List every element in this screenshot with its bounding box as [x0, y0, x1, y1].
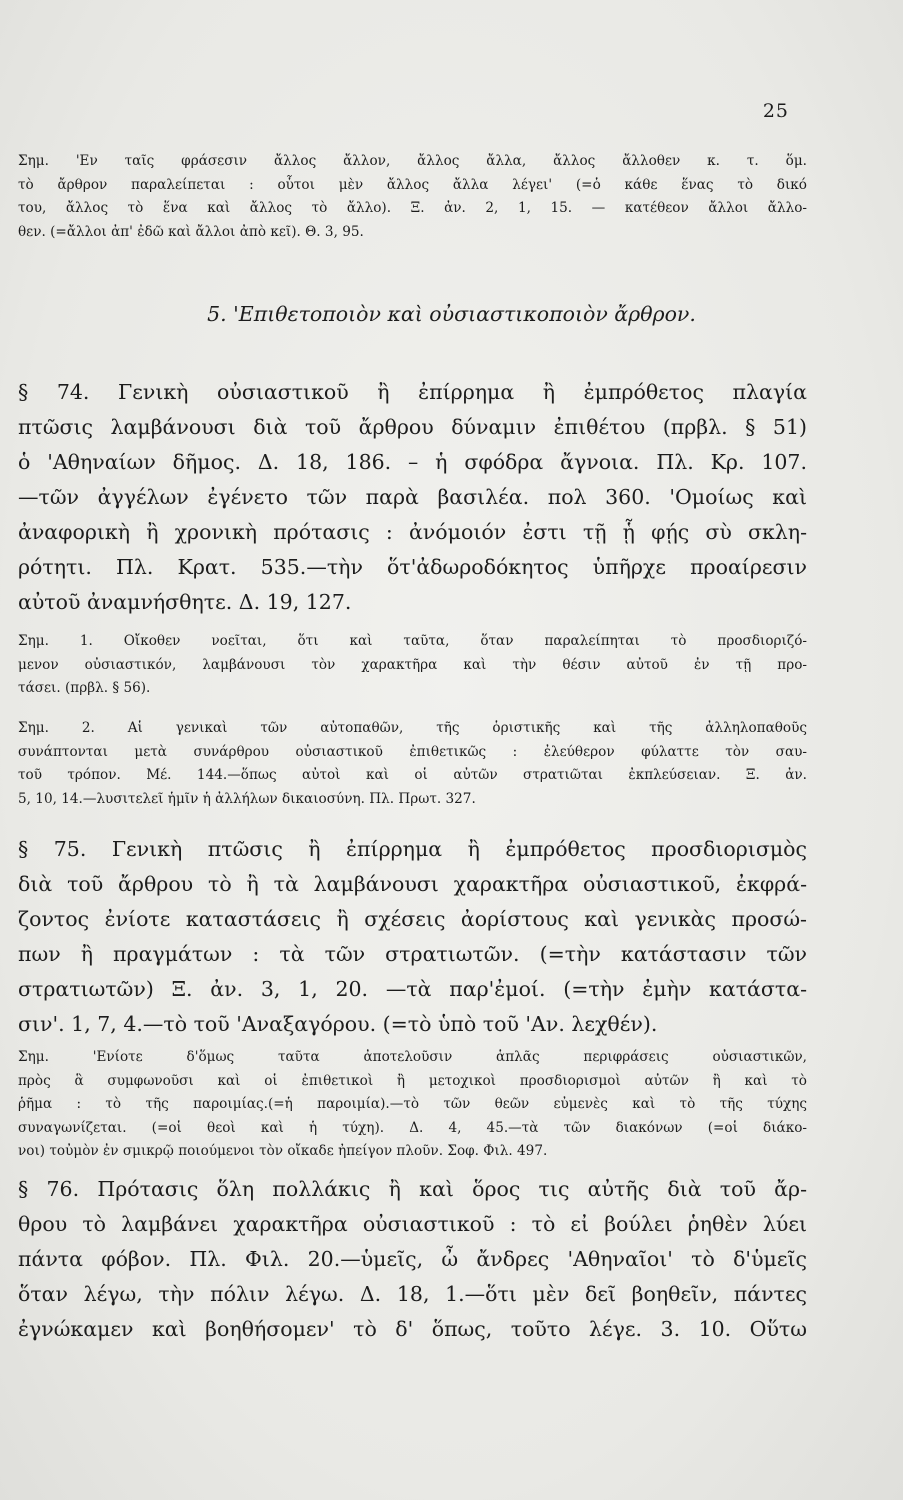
note-74-1-line: τάσει. (πρβλ. § 56). — [18, 680, 151, 696]
section-74-line: πτῶσις λαμβάνουσι διὰ τοῦ ἄρθρου δύναμιν ἐπιθέτου (πρβλ. § 51) — [18, 415, 807, 439]
note-top-line: Σημ. 'Εν ταῖς φράσεσιν ἄλλος ἄλλον, ἄλλος ἄλλα, ἄλλος ἄλλοθεν κ. τ. ὅμ. — [18, 153, 807, 169]
note-75-line: πρὸς ἃ συμφωνοῦσι καὶ οἱ ἐπιθετικοὶ ἢ μετοχικοὶ προσδιορισμοὶ αὐτῶν ἢ καὶ τὸ — [18, 1072, 807, 1089]
note-top-line: θεν. (=ἄλλοι ἀπ' ἐδῶ καὶ ἄλλοι ἀπὸ κεῖ). Θ. 3, 95. — [18, 223, 364, 240]
note-top-line: του, ἄλλος τὸ ἕνα καὶ ἄλλος τὸ ἄλλο). Ξ. ἀν. 2, 1, 15. — κατέθεον ἄλλοι ἄλλο- — [18, 200, 807, 216]
note-75 — [18, 1046, 807, 1164]
section-75 — [18, 832, 807, 1042]
note-top — [18, 150, 807, 244]
note-74-1 — [18, 630, 807, 701]
note-75-line: Σημ. 'Ενίοτε δ'ὅμως ταῦτα ἀποτελοῦσιν ἁπλᾶς περιφράσεις οὐσιαστικῶν, — [18, 1049, 807, 1065]
note-74-2-line: Σημ. 2. Αἱ γενικαὶ τῶν αὐτοπαθῶν, τῆς ὁριστικῆς καὶ τῆς ἀλληλοπαθοῦς — [18, 720, 807, 736]
note-74-2-line: 5, 10, 14.—λυσιτελεῖ ἡμῖν ἡ ἀλλήλων δικαιοσύνη. Πλ. Πρωτ. 327. — [18, 790, 476, 807]
section-74 — [18, 375, 807, 620]
section-76-line: § 76. Πρότασις ὅλη πολλάκις ἢ καὶ ὅρος τις αὐτῆς διὰ τοῦ ἄρ- — [18, 1177, 807, 1201]
section-75-line: σιν'. 1, 7, 4.—τὸ τοῦ 'Αναξαγόρου. (=τὸ ὑπὸ τοῦ 'Αν. λεχθέν). — [18, 1012, 658, 1036]
section-75-line: στρατιωτῶν) Ξ. ἀν. 3, 1, 20. —τὰ παρ'ἐμοί. (=τὴν ἐμὴν κατάστα- — [18, 977, 807, 1001]
note-74-2 — [18, 717, 807, 811]
section-74-line: ὁ 'Αθηναίων δῆμος. Δ. 18, 186. – ἡ σφόδρα ἄγνοια. Πλ. Κρ. 107. — [18, 450, 807, 474]
section-76-line: ὅταν λέγω, τὴν πόλιν λέγω. Δ. 18, 1.—ὅτι μὲν δεῖ βοηθεῖν, πάντες — [18, 1282, 807, 1306]
note-75-line: συναγωνίζεται. (=οἱ θεοὶ καὶ ἡ τύχη). Δ. 4, 45.—τὰ τῶν διακόνων (=οἱ διάκο- — [18, 1119, 807, 1136]
section-76 — [18, 1172, 807, 1347]
note-75-line: νοι) τοὐμὸν ἐν σμικρῷ ποιούμενοι τὸν οἴκαδε ἠπείγον πλοῦν. Σοφ. Φιλ. 497. — [18, 1143, 548, 1159]
section-74-line: ρότητι. Πλ. Κρατ. 535.—τὴν ὅτ'ἀδωροδόκητος ὑπῆρχε προαίρεσιν — [18, 555, 807, 579]
section-74-line: § 74. Γενικὴ οὐσιαστικοῦ ἢ ἐπίρρημα ἢ ἐμπρόθετος πλαγία — [18, 380, 807, 404]
note-74-1-line: μενον οὐσιαστικόν, λαμβάνουσι τὸν χαρακτῆρα καὶ τὴν θέσιν αὐτοῦ ἐν τῇ προ- — [18, 656, 807, 673]
section-74-line: αὐτοῦ ἀναμνήσθητε. Δ. 19, 127. — [18, 590, 352, 614]
section-76-line: θρου τὸ λαμβάνει χαρακτῆρα οὐσιαστικοῦ : τὸ εἰ βούλει ῥηθὲν λύει — [18, 1212, 807, 1236]
section-75-line: διὰ τοῦ ἄρθρου τὸ ἢ τὰ λαμβάνουσι χαρακτῆρα οὐσιαστικοῦ, ἐκφρά- — [18, 872, 807, 896]
section-heading: 5. 'Επιθετοποιὸν καὶ οὐσιαστικοποιὸν ἄρθρον. — [207, 302, 696, 326]
section-75-line: πων ἢ πραγμάτων : τὰ τῶν στρατιωτῶν. (=τὴν κατάστασιν τῶν — [18, 942, 807, 966]
note-75-line: ῥῆμα : τὸ τῆς παροιμίας.(=ἡ παροιμία).—τὸ τῶν θεῶν εὐμενὲς καὶ τὸ τῆς τύχης — [18, 1096, 807, 1112]
section-76-line: ἐγνώκαμεν καὶ βοηθήσομεν' τὸ δ' ὅπως, τοῦτο λέγε. 3. 10. Οὕτω — [18, 1317, 807, 1341]
note-top-line: τὸ ἄρθρον παραλείπεται : οὗτοι μὲν ἄλλος ἄλλα λέγει' (=ὁ κάθε ἕνας τὸ δικό — [18, 176, 807, 193]
section-75-line: § 75. Γενικὴ πτῶσις ἢ ἐπίρρημα ἢ ἐμπρόθετος προσδιορισμὸς — [18, 837, 807, 861]
section-74-line: —τῶν ἀγγέλων ἐγένετο τῶν παρὰ βασιλέα. πολ 360. 'Ομοίως καὶ — [18, 485, 807, 509]
section-75-line: ζοντος ἐνίοτε καταστάσεις ἢ σχέσεις ἀορίστους καὶ γενικὰς προσώ- — [18, 907, 807, 931]
section-76-line: πάντα φόβον. Πλ. Φιλ. 20.—ὑμεῖς, ὦ ἄνδρες 'Αθηναῖοι' τὸ δ'ὑμεῖς — [18, 1247, 807, 1271]
note-74-2-line: συνάπτονται μετὰ συνάρθρου οὐσιαστικοῦ ἐπιθετικῶς : ἐλεύθερον φύλαττε τὸν σαυ- — [18, 743, 807, 760]
page-number: 25 — [762, 100, 789, 122]
note-74-1-line: Σημ. 1. Οἴκοθεν νοεῖται, ὅτι καὶ ταῦτα, ὅταν παραλείπηται τὸ προσδιοριζό- — [18, 633, 807, 649]
section-74-line: ἀναφορικὴ ἢ χρονικὴ πρότασις : ἀνόμοιόν ἐστι τῇ ᾗ φῄς σὺ σκλη- — [18, 520, 807, 544]
note-74-2-line: τοῦ τρόπον. Μέ. 144.—ὅπως αὐτοὶ καὶ οἱ αὐτῶν στρατιῶται ἐκπλεύσειαν. Ξ. ἀν. — [18, 767, 807, 783]
